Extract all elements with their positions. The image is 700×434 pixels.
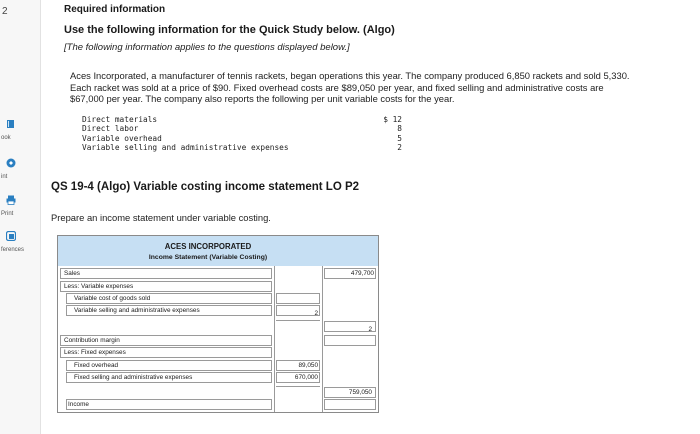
question-number: 2	[2, 6, 8, 17]
row-fixed-selling: Fixed selling and administrative expenses 670,000	[58, 372, 378, 384]
required-information-heading: Required information	[64, 4, 166, 15]
hint-icon	[6, 155, 40, 173]
statement-header	[58, 236, 378, 266]
company-name: ACES INCORPORATED	[164, 242, 252, 251]
subtotal-rule	[276, 320, 320, 321]
cost-label: Direct materials	[82, 115, 158, 124]
row-variable-cogs: Variable cost of goods sold	[58, 293, 378, 305]
income-label-field[interactable]	[66, 399, 272, 410]
statement-subtitle: Income Statement (Variable Costing)	[148, 254, 268, 261]
income-value-field[interactable]	[324, 399, 376, 410]
cost-label: Variable overhead	[82, 133, 162, 143]
cost-value: $ 12	[383, 115, 402, 124]
sales-label-field[interactable]	[60, 268, 272, 279]
cost-value: 2	[397, 143, 402, 153]
contribution-margin-value-field[interactable]	[324, 335, 376, 346]
references-icon	[6, 228, 40, 246]
row-fixed-overhead: Fixed overhead 89,050	[58, 360, 378, 372]
row-variable-total: 2	[58, 320, 378, 332]
use-information-heading: Use the following information for the Quick Study below. (Algo)	[64, 24, 395, 36]
row-contribution-margin: Contribution margin	[58, 335, 378, 347]
row-income: Income	[58, 399, 378, 411]
left-toolbar	[0, 0, 41, 434]
row-less-variable: Less: Variable expenses	[58, 281, 378, 293]
variable-cogs-value-field[interactable]	[276, 293, 320, 304]
row-less-fixed: Less: Fixed expenses	[58, 347, 378, 359]
book-icon	[6, 116, 40, 134]
row-fixed-total: 759,050	[58, 386, 378, 398]
applies-note: [The following information applies to the questions displayed below.]	[64, 42, 350, 53]
rail-hint[interactable]: int	[0, 155, 40, 180]
rail-book[interactable]: ook	[0, 116, 40, 141]
rail-print[interactable]: Print	[0, 192, 40, 217]
rail-references[interactable]: ferences	[0, 228, 40, 253]
problem-paragraph: Aces Incorporated, a manufacturer of tennis rackets, began operations this year. The company produced 6,850 rackets and sold 5,330. Each racket was sold at a price of $90. Fixed overhead costs are $89,050 per year, and fixed selling and administrative costs are $67,000 per year. The company also reports the following per unit variable costs for the year.	[70, 70, 630, 104]
question-title: QS 19-4 (Algo) Variable costing income statement LO P2	[51, 181, 360, 193]
variable-cost-values	[372, 115, 402, 153]
row-sales: Sales 479,700	[58, 267, 378, 281]
row-variable-selling: Variable selling and administrative expenses 2	[58, 305, 378, 317]
cost-label: Direct labor	[82, 124, 139, 134]
cost-label: Variable selling and administrative expenses	[82, 143, 289, 153]
cost-value: 5	[397, 133, 402, 143]
variable-cost-labels	[82, 115, 289, 153]
cost-value: 8	[397, 124, 402, 134]
question-prompt: Prepare an income statement under variable costing.	[51, 212, 271, 223]
income-statement	[57, 235, 379, 413]
subtotal-rule	[276, 386, 320, 387]
print-icon	[6, 192, 40, 210]
